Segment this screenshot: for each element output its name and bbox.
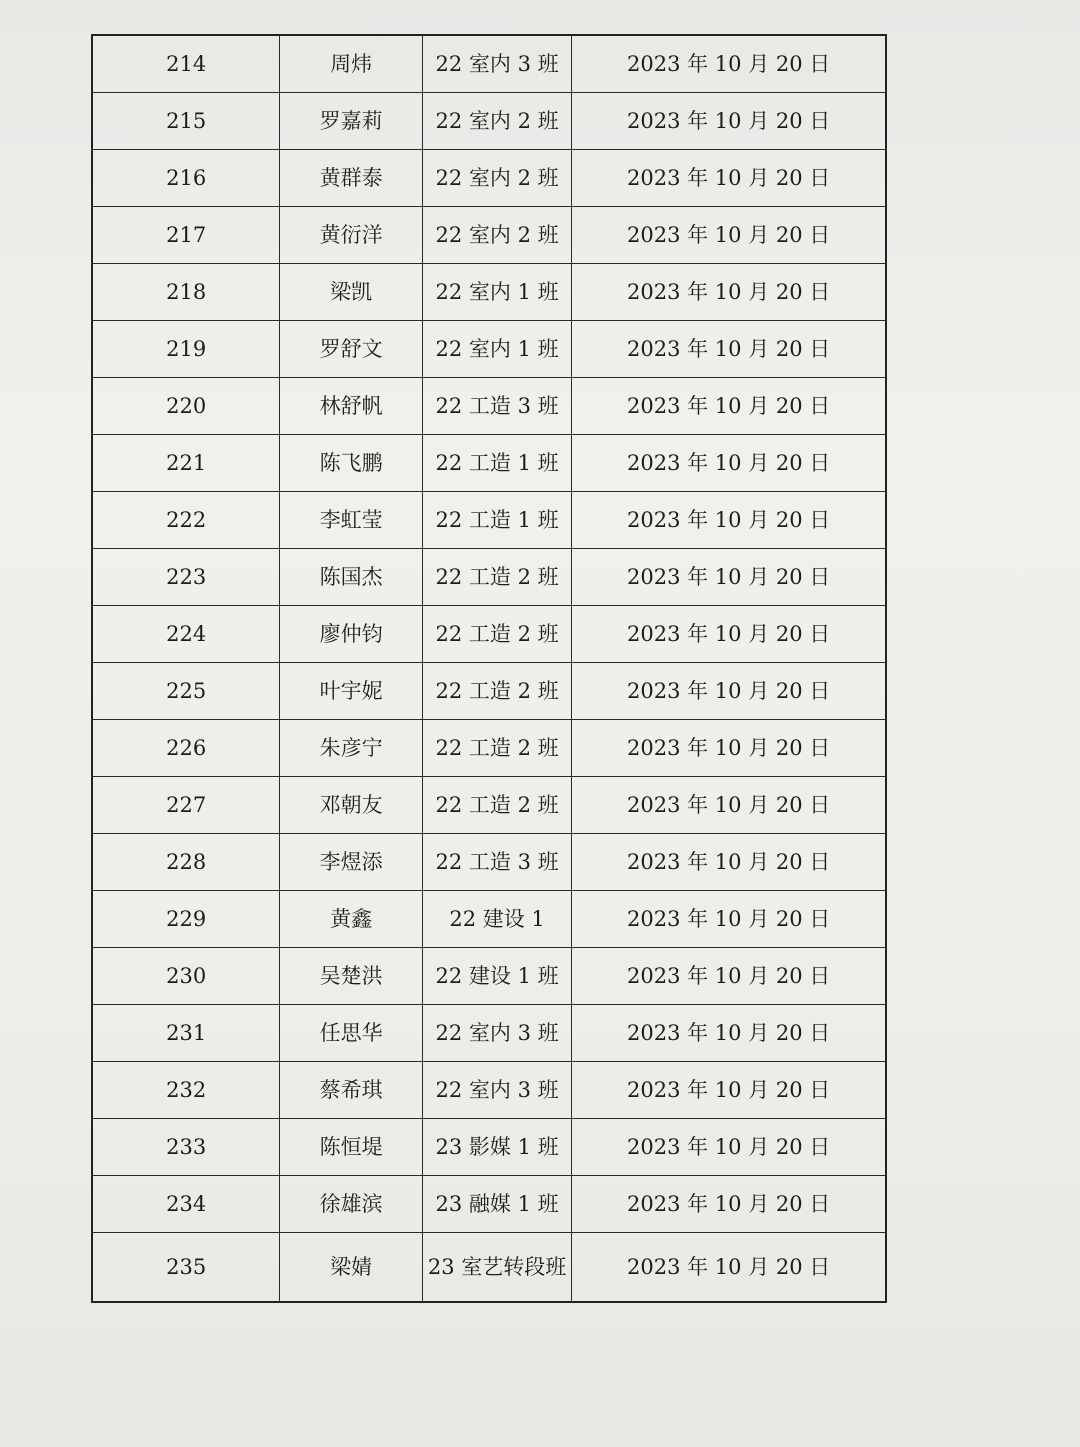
date: 2023 年 10 月 20 日 xyxy=(572,1175,886,1232)
date: 2023 年 10 月 20 日 xyxy=(572,92,886,149)
date: 2023 年 10 月 20 日 xyxy=(572,605,886,662)
class-name: 22 室内 2 班 xyxy=(422,149,572,206)
class-name: 22 工造 3 班 xyxy=(422,833,572,890)
table-row xyxy=(92,263,886,320)
student-name: 徐雄滨 xyxy=(280,1175,422,1232)
table-row xyxy=(92,206,886,263)
student-name: 黄鑫 xyxy=(280,890,422,947)
table-row xyxy=(92,35,886,92)
date: 2023 年 10 月 20 日 xyxy=(572,149,886,206)
table-row xyxy=(92,377,886,434)
table-row xyxy=(92,776,886,833)
student-name: 朱彦宁 xyxy=(280,719,422,776)
table-row xyxy=(92,662,886,719)
table-row xyxy=(92,491,886,548)
row-number: 233 xyxy=(92,1118,280,1175)
row-number: 227 xyxy=(92,776,280,833)
row-number: 230 xyxy=(92,947,280,1004)
class-name: 22 室内 3 班 xyxy=(422,1061,572,1118)
date: 2023 年 10 月 20 日 xyxy=(572,548,886,605)
student-name: 陈飞鹏 xyxy=(280,434,422,491)
table-row xyxy=(92,947,886,1004)
table-row xyxy=(92,320,886,377)
student-name: 吴楚洪 xyxy=(280,947,422,1004)
row-number: 229 xyxy=(92,890,280,947)
date: 2023 年 10 月 20 日 xyxy=(572,434,886,491)
class-name: 22 室内 3 班 xyxy=(422,35,572,92)
student-name: 罗舒文 xyxy=(280,320,422,377)
table-row xyxy=(92,1061,886,1118)
table-row xyxy=(92,1232,886,1302)
student-name: 梁婧 xyxy=(280,1232,422,1302)
class-name: 22 室内 2 班 xyxy=(422,206,572,263)
student-roster-table xyxy=(91,34,887,1303)
date: 2023 年 10 月 20 日 xyxy=(572,1118,886,1175)
student-name: 任思华 xyxy=(280,1004,422,1061)
date: 2023 年 10 月 20 日 xyxy=(572,1232,886,1302)
row-number: 220 xyxy=(92,377,280,434)
student-name: 叶宇妮 xyxy=(280,662,422,719)
class-name: 22 工造 2 班 xyxy=(422,548,572,605)
row-number: 217 xyxy=(92,206,280,263)
table-row xyxy=(92,92,886,149)
row-number: 222 xyxy=(92,491,280,548)
date: 2023 年 10 月 20 日 xyxy=(572,206,886,263)
row-number: 234 xyxy=(92,1175,280,1232)
student-name: 李煜添 xyxy=(280,833,422,890)
table-row xyxy=(92,1175,886,1232)
row-number: 235 xyxy=(92,1232,280,1302)
date: 2023 年 10 月 20 日 xyxy=(572,1004,886,1061)
row-number: 214 xyxy=(92,35,280,92)
student-name: 林舒帆 xyxy=(280,377,422,434)
row-number: 226 xyxy=(92,719,280,776)
table-row xyxy=(92,719,886,776)
student-name: 罗嘉莉 xyxy=(280,92,422,149)
class-name: 23 影媒 1 班 xyxy=(422,1118,572,1175)
class-name: 22 室内 1 班 xyxy=(422,320,572,377)
class-name: 22 工造 1 班 xyxy=(422,491,572,548)
date: 2023 年 10 月 20 日 xyxy=(572,35,886,92)
table-row xyxy=(92,605,886,662)
class-name: 22 工造 2 班 xyxy=(422,719,572,776)
class-name: 23 室艺转段班 xyxy=(422,1232,572,1302)
date: 2023 年 10 月 20 日 xyxy=(572,833,886,890)
row-number: 221 xyxy=(92,434,280,491)
student-name: 黄群泰 xyxy=(280,149,422,206)
class-name: 22 建设 1 xyxy=(422,890,572,947)
table-row xyxy=(92,1118,886,1175)
class-name: 23 融媒 1 班 xyxy=(422,1175,572,1232)
student-name: 李虹莹 xyxy=(280,491,422,548)
student-name: 黄衍洋 xyxy=(280,206,422,263)
row-number: 219 xyxy=(92,320,280,377)
date: 2023 年 10 月 20 日 xyxy=(572,320,886,377)
date: 2023 年 10 月 20 日 xyxy=(572,947,886,1004)
row-number: 232 xyxy=(92,1061,280,1118)
class-name: 22 工造 1 班 xyxy=(422,434,572,491)
date: 2023 年 10 月 20 日 xyxy=(572,662,886,719)
date: 2023 年 10 月 20 日 xyxy=(572,377,886,434)
class-name: 22 工造 2 班 xyxy=(422,776,572,833)
table-row xyxy=(92,833,886,890)
row-number: 228 xyxy=(92,833,280,890)
row-number: 225 xyxy=(92,662,280,719)
class-name: 22 建设 1 班 xyxy=(422,947,572,1004)
row-number: 215 xyxy=(92,92,280,149)
date: 2023 年 10 月 20 日 xyxy=(572,890,886,947)
table-row xyxy=(92,434,886,491)
row-number: 224 xyxy=(92,605,280,662)
class-name: 22 室内 1 班 xyxy=(422,263,572,320)
student-name: 廖仲钧 xyxy=(280,605,422,662)
student-name: 陈国杰 xyxy=(280,548,422,605)
class-name: 22 室内 2 班 xyxy=(422,92,572,149)
student-name: 陈恒堤 xyxy=(280,1118,422,1175)
row-number: 231 xyxy=(92,1004,280,1061)
class-name: 22 工造 2 班 xyxy=(422,662,572,719)
student-name: 梁凯 xyxy=(280,263,422,320)
class-name: 22 工造 3 班 xyxy=(422,377,572,434)
student-name: 周炜 xyxy=(280,35,422,92)
class-name: 22 室内 3 班 xyxy=(422,1004,572,1061)
table-row xyxy=(92,149,886,206)
row-number: 216 xyxy=(92,149,280,206)
table-row xyxy=(92,1004,886,1061)
date: 2023 年 10 月 20 日 xyxy=(572,1061,886,1118)
date: 2023 年 10 月 20 日 xyxy=(572,776,886,833)
student-name: 邓朝友 xyxy=(280,776,422,833)
row-number: 218 xyxy=(92,263,280,320)
date: 2023 年 10 月 20 日 xyxy=(572,719,886,776)
class-name: 22 工造 2 班 xyxy=(422,605,572,662)
table-row xyxy=(92,548,886,605)
student-name: 蔡希琪 xyxy=(280,1061,422,1118)
row-number: 223 xyxy=(92,548,280,605)
date: 2023 年 10 月 20 日 xyxy=(572,263,886,320)
date: 2023 年 10 月 20 日 xyxy=(572,491,886,548)
table-row xyxy=(92,890,886,947)
